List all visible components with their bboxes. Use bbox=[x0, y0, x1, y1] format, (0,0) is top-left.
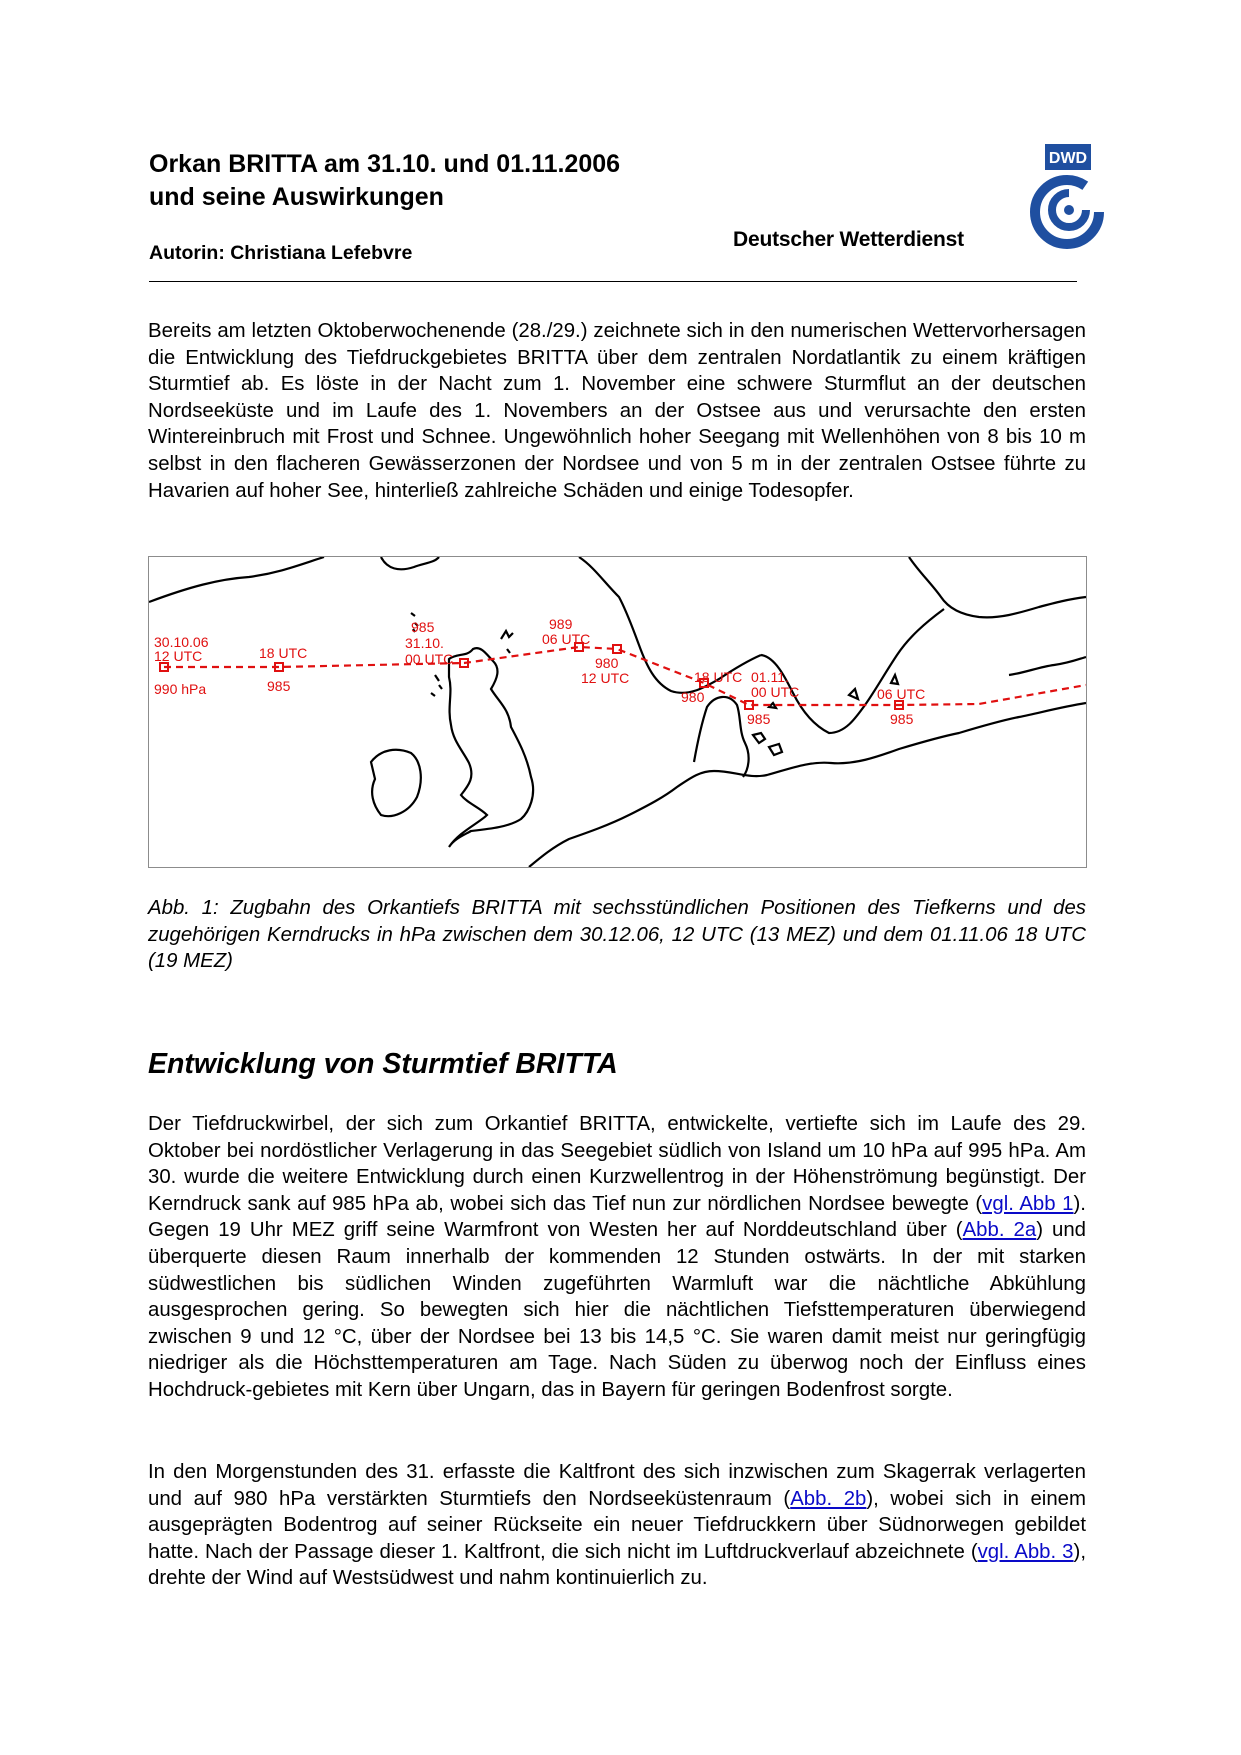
dwd-logo bbox=[733, 144, 1114, 258]
gulf-coast bbox=[909, 557, 1086, 617]
p1-date-label: 30.10.06 bbox=[154, 634, 209, 650]
storm-track-map bbox=[148, 556, 1087, 868]
p1-text-3: ) und überquerte diesen Raum innerhalb der kommenden 12 Stunden ostwärts. In der mit starken südwestlichen bis südlichen Winden zugeführten Warmluft war die nächtliche Abkühlung ausgesprochen gering. So bewegten sich hier die nächtlichen Tiefsttemperaturen überwiegend zwischen 9 und 12 °C, über der Nordsee bei 13 bis 14,5 °C. Sie waren damit meist nur geringfügig niedriger als die Höchsttemperaturen am Tage. Nach Süden zu überwog noch der Einfluss eines Hochdruck-gebietes mit Kern über Ungarn, das in Bayern für geringen Bodenfrost sorgte. bbox=[148, 1219, 1086, 1401]
title-line-1: Orkan BRITTA am 31.10. und 01.11.2006 bbox=[149, 150, 621, 178]
p7-time-label: 00 UTC bbox=[751, 684, 800, 700]
p6-time-label: 18 UTC bbox=[694, 669, 743, 685]
author-line: Autorin: Christiana Lefebvre bbox=[149, 242, 413, 264]
iceland-coast bbox=[381, 557, 439, 569]
link-abb-2b[interactable]: Abb. 2b bbox=[790, 1487, 867, 1510]
greenland-coast bbox=[149, 557, 324, 602]
p3-date-label: 31.10. bbox=[405, 635, 444, 651]
p8-pressure-label: 985 bbox=[890, 711, 914, 727]
track-labels bbox=[154, 616, 925, 727]
p8-time-label: 06 UTC bbox=[877, 686, 926, 702]
p7-pressure-label: 985 bbox=[747, 711, 771, 727]
p1-pressure-label: 990 hPa bbox=[154, 681, 207, 697]
p2-text-3: ), drehte der Wind auf Westsüdwest und nahm kontinuierlich zu. bbox=[148, 1540, 1086, 1590]
link-vgl-abb-1[interactable]: vgl. Abb 1 bbox=[982, 1192, 1074, 1215]
link-vgl-abb-3[interactable]: vgl. Abb. 3 bbox=[977, 1540, 1074, 1563]
jutland-coast bbox=[694, 697, 749, 777]
header-divider bbox=[149, 281, 1077, 282]
p1-text-1: Der Tiefdruckwirbel, der sich zum Orkantief BRITTA, entwickelte, vertiefte sich im Laufe des 29. Oktober bei nordöstlicher Verlagerung in das Seegebiet südlich von Island um 10 hPa auf 995 hPa. Am 30. wurde die weitere Entwicklung durch einen Kurzwellentrog in der Höhenströmung begünstigt. Der Kerndruck sank auf 985 hPa ab, wobei sich das Tief nun zur nördlichen Nordsee bewegte ( bbox=[148, 1113, 1086, 1215]
p3-time-label: 00 UTC bbox=[405, 651, 454, 667]
p6-pressure-label: 980 bbox=[681, 689, 705, 705]
p1-text-2: ). Gegen 19 Uhr MEZ griff seine Warmfront von Westen her auf Norddeutschland über ( bbox=[148, 1192, 1086, 1242]
shetland-islands bbox=[501, 631, 513, 653]
map-canvas bbox=[149, 557, 1086, 867]
hebrides-islands bbox=[431, 675, 442, 696]
p2-time-label: 18 UTC bbox=[259, 645, 308, 661]
curonian-coast bbox=[1009, 657, 1086, 675]
link-abb-2a[interactable]: Abb. 2a bbox=[962, 1219, 1037, 1242]
p4-pressure-label: 989 bbox=[549, 616, 573, 632]
spiral-core bbox=[1064, 205, 1074, 215]
logo-name: Deutscher Wetterdienst bbox=[733, 228, 964, 251]
development-paragraph-1 bbox=[148, 1111, 1086, 1404]
p5-pressure-label: 980 bbox=[595, 655, 619, 671]
p2-text-1: In den Morgenstunden des 31. erfasste die Kaltfront des sich inzwischen zum Skagerrak verlagerten und auf 980 hPa verstärkten Sturmtiefs den Nordseeküstenraum ( bbox=[148, 1461, 1086, 1510]
p2-text-2: ), wobei sich in einem ausgeprägten Bodentrog auf seiner Rückseite ein neuer Tiefdruckkern über Südnorwegen gebildet hatte. Nach der Passage dieser 1. Kaltfront, die sich nicht im Luftdruckverlauf abzeichnete ( bbox=[148, 1487, 1087, 1563]
title-line-2: und seine Auswirkungen bbox=[149, 183, 444, 211]
britain-coast bbox=[449, 648, 533, 847]
danish-islands bbox=[753, 733, 782, 755]
coastlines bbox=[149, 557, 1086, 867]
p7-date-label: 01.11. bbox=[751, 669, 789, 685]
p2-pressure-label: 985 bbox=[267, 678, 291, 694]
document-title bbox=[149, 148, 620, 214]
p4-time-label: 06 UTC bbox=[542, 631, 591, 647]
section-heading: Entwicklung von Sturmtief BRITTA bbox=[148, 1048, 618, 1080]
ireland-coast bbox=[371, 750, 421, 816]
dwd-spiral-icon bbox=[1017, 144, 1117, 254]
development-paragraph-2 bbox=[148, 1459, 1086, 1592]
continent-coast bbox=[529, 703, 1086, 867]
p3-pressure-label: 985 bbox=[411, 619, 435, 635]
dwd-abbreviation: DWD bbox=[1048, 150, 1088, 167]
figure-caption: Abb. 1: Zugbahn des Orkantiefs BRITTA mit sechsstündlichen Positionen des Tiefkerns und des zugehörigen Kerndrucks in hPa zwischen dem 30.12.06, 12 UTC (13 MEZ) und dem 01.11.06 18 UTC (19 MEZ) bbox=[148, 897, 1086, 973]
p5-time-label: 12 UTC bbox=[581, 670, 630, 686]
intro-paragraph: Bereits am letzten Oktoberwochenende (28./29.) zeichnete sich in den numerischen Wettervorhersagen die Entwicklung des Tiefdruckgebietes BRITTA über dem zentralen Nordatlantik zu einem kräftigen Sturmtief ab. Es löste in der Nacht zum 1. November eine schwere Sturmflut an der deutschen Nordseeküste und im Laufe des 1. Novembers an der Ostsee aus und verursachte den ersten Wintereinbruch mit Frost und Schnee. Ungewöhnlich hoher Seegang mit Wellenhöhen von 8 bis 10 m selbst in den flacheren Gewässerzonen der Nordsee und von 5 m in der zentralen Ostsee führte zu Havarien auf hoher See, hinterließ zahlreiche Schäden und einige Todesopfer. bbox=[148, 320, 1086, 502]
p1-time-label: 12 UTC bbox=[154, 648, 203, 664]
